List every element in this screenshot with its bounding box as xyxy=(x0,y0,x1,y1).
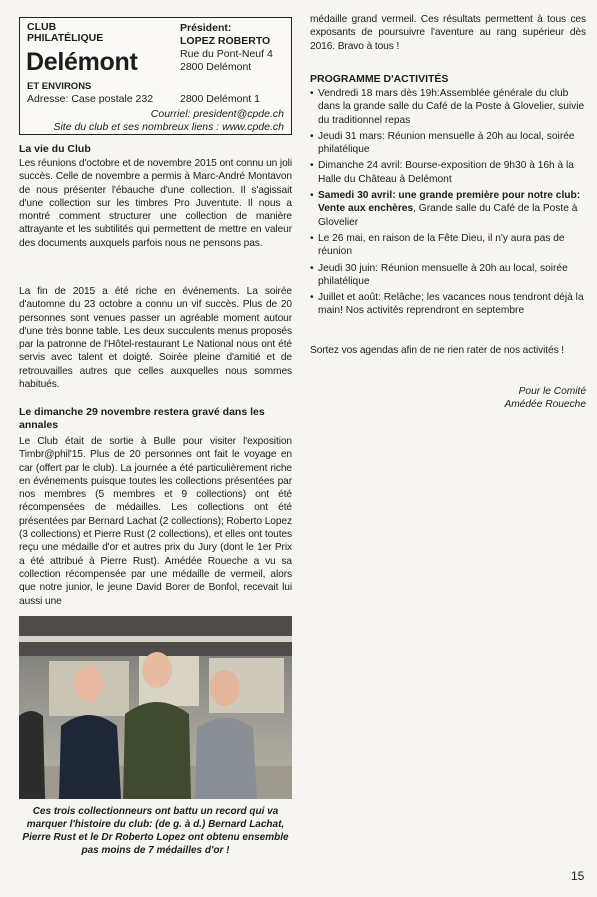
programme-item-text: Jeudi 31 mars: Réunion mensuelle à 20h au local, soirée philatélique xyxy=(318,130,575,156)
programme-list xyxy=(310,87,586,321)
programme-closing: Sortez vos agendas afin de ne rien rater de nos activités ! xyxy=(310,345,565,356)
club-city: 2800 Delémont 1 xyxy=(180,93,260,105)
programme-item xyxy=(310,232,586,259)
club-email: Courriel: president@cpde.ch xyxy=(150,108,284,120)
club-line1: CLUB xyxy=(27,21,57,33)
programme-item-text: Le 26 mai, en raison de la Fête Dieu, il n'y aura pas de réunion xyxy=(318,232,565,258)
programme-item xyxy=(310,87,586,127)
club-name: Delémont xyxy=(26,48,138,76)
programme-item xyxy=(310,130,586,157)
signature-line2: Amédée Roueche xyxy=(504,399,586,410)
club-type xyxy=(27,22,103,44)
group-photo-illustration xyxy=(19,616,292,799)
president-label: Président: xyxy=(180,22,232,34)
programme-item xyxy=(310,262,586,289)
paragraph-vie-2: La fin de 2015 a été riche en événements. La soirée d'automne du 23 octobre a connu un vif succès. Plus de 20 personnes sont venues passer un agréable moment autour d'une très bonne table. Les deux succulents menus proposés par la patronne de l'Hôtel-restaurant Le National nous ont été servis avec talent et doigté. Soirée pleine d'amitié et de retrouvailles autres que celles auxquelles nous sommes habitués. xyxy=(19,286,292,391)
signature xyxy=(504,385,586,411)
group-photo xyxy=(19,616,292,799)
programme-item xyxy=(310,189,586,229)
programme-item-lead: Samedi 30 avril: une grande première pour notre club: Vente aux enchères xyxy=(318,190,581,215)
president-block xyxy=(180,22,273,74)
paragraph-dimanche-cont: médaille grand vermeil. Ces résultats permettent à tous ces exposants de poursuivre l'aventure au rang supérieur dès 2016. Bravo à tous ! xyxy=(310,14,586,52)
page-number: 15 xyxy=(571,869,585,883)
club-line2: PHILATÉLIQUE xyxy=(27,32,104,44)
paragraph-dimanche: Le Club était de sortie à Bulle pour visiter l'exposition Timbr@phil'15. Plus de 20 personnes ont fait le voyage en car (offert par le club). La journée a été particulièrement riche en événements puisque toutes les collections présentées par nos membres (5 membres et 9 collections) ont été récompensées de médailles. Les collections ont été présentées par Bernard Lachat (2 collections); Roberto Lopez (3 collections) et Pierre Rust (2 collections), et elles ont toutes reçu une médaille d'or et autres prix du Jury (dont le 1er Prix a été attribué à Pierre Rust). Amédée Roueche a vu sa collection récompensée par une médaille de vermeil, alors que notre junior, le jeune David Borer de Bonfol, recevait lui aussi une xyxy=(19,436,292,607)
signature-line1: Pour le Comité xyxy=(518,386,586,397)
programme-item-text: Juillet et août: Relâche; les vacances nous tendront déjà la main! Nos activités reprendront en septembre xyxy=(318,292,584,317)
photo-caption: Ces trois collectionneurs ont battu un record qui va marquer l'histoire du club: (de g. à d.) Bernard Lachat, Pierre Rust et le Dr Roberto Lopez ont obtenu ensemble pas moins de 7 médailles d'or ! xyxy=(22,806,289,856)
left-column xyxy=(19,17,292,856)
club-site: Site du club et ses nombreux liens : www.cpde.ch xyxy=(53,121,284,133)
club-address: Adresse: Case postale 232 xyxy=(27,93,154,105)
president-street: Rue du Pont-Neuf 4 xyxy=(180,48,273,60)
programme-item-text: Dimanche 24 avril: Bourse-exposition de 9h30 à 16h à la Halle du Château à Delémont xyxy=(318,160,574,185)
section-title-vie: La vie du Club xyxy=(19,143,91,155)
club-environs: ET ENVIRONS xyxy=(27,81,92,92)
programme-item-text: , Grande salle du Café de la Poste à Glovelier xyxy=(318,203,578,228)
programme-title: PROGRAMME D'ACTIVITÉS xyxy=(310,73,449,85)
president-name: LOPEZ ROBERTO xyxy=(180,35,271,47)
programme-item-text: Jeudi 30 juin: Réunion mensuelle à 20h au local, soirée philatélique xyxy=(318,262,568,287)
paragraph-vie-1: Les réunions d'octobre et de novembre 2015 ont connu un joli succès. Celle de novembre a permis à Marc-André Montavon de nous présenter l'ébauche d'une collection. Il s'agissait d'une collection sur les timbres Pro Juventute. Il nous a montré comment structurer une collection de manière attrayante et les subtilités qui permettent de mettre en valeur des documents auxquels parfois nous ne pensons pas. xyxy=(19,158,292,249)
club-header-box xyxy=(19,17,292,135)
president-postal: 2800 Delémont xyxy=(180,61,252,73)
programme-item xyxy=(310,159,586,186)
programme-item xyxy=(310,291,586,318)
section-title-dimanche: Le dimanche 29 novembre restera gravé dans les annales xyxy=(19,406,265,431)
programme-item-text: Vendredi 18 mars dès 19h:Assemblée générale du club dans la grande salle du Café de la Poste à Glovelier, suivie du traditionnel repas xyxy=(318,88,585,126)
